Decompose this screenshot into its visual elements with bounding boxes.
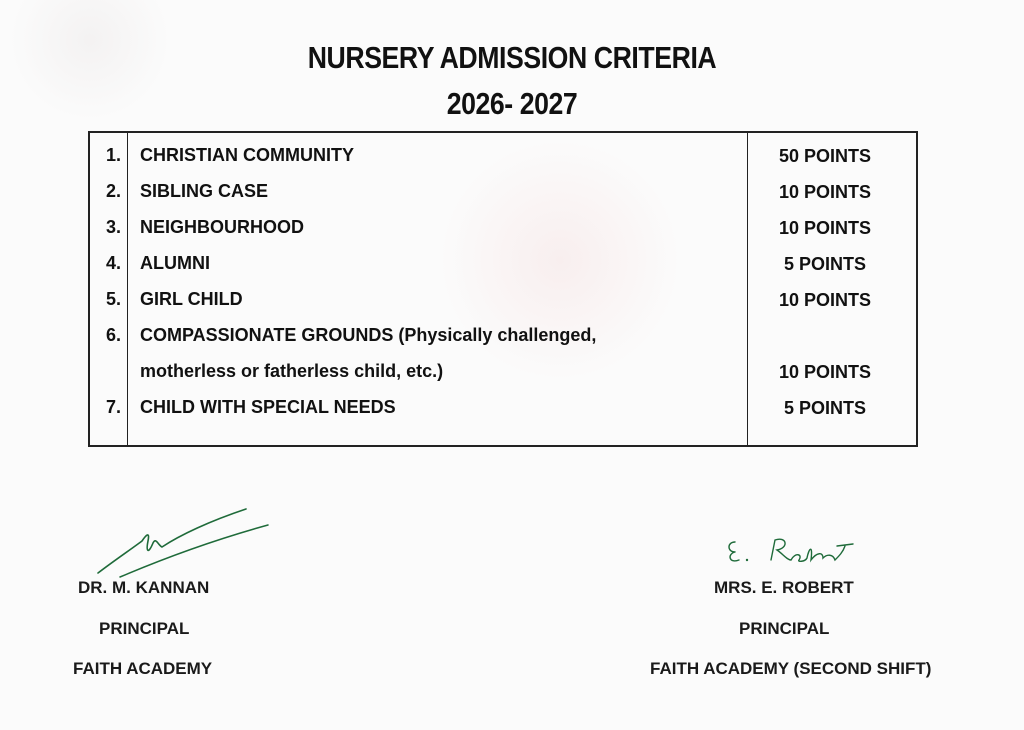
signatory-institution: FAITH ACADEMY (SECOND SHIFT) — [650, 659, 932, 678]
criterion-points: 10 POINTS — [778, 182, 872, 202]
academic-year: 2026- 2027 — [446, 86, 578, 121]
criteria-row — [90, 137, 916, 173]
row-number: 2. — [105, 181, 121, 201]
row-number: 3. — [105, 217, 121, 237]
document-title: NURSERY ADMISSION CRITERIA — [307, 40, 717, 75]
signatory-name: MRS. E. ROBERT — [714, 578, 854, 597]
signatory-role: PRINCIPAL — [99, 619, 190, 638]
criteria-row — [90, 245, 916, 281]
criterion-points: 5 POINTS — [783, 398, 867, 418]
row-number: 5. — [105, 289, 121, 309]
criterion-label-continuation: motherless or fatherless child, etc.) — [140, 361, 444, 381]
row-number: 7. — [105, 397, 121, 417]
criterion-points: 10 POINTS — [778, 290, 872, 310]
signatory-name: DR. M. KANNAN — [78, 578, 210, 597]
criteria-row-continuation — [90, 353, 916, 389]
row-number: 4. — [105, 253, 121, 273]
criterion-label: GIRL CHILD — [140, 289, 243, 309]
criteria-row — [90, 389, 916, 425]
row-number: 6. — [105, 325, 121, 345]
criterion-points: 50 POINTS — [778, 146, 872, 166]
criteria-row — [90, 281, 916, 317]
signature-robert — [725, 532, 865, 568]
signatory-role: PRINCIPAL — [739, 619, 830, 638]
row-number: 1. — [105, 145, 121, 165]
criterion-label: COMPASSIONATE GROUNDS (Physically challenged, — [140, 325, 597, 345]
criteria-table — [88, 131, 918, 447]
criteria-row — [90, 173, 916, 209]
criterion-label: CHRISTIAN COMMUNITY — [140, 145, 354, 165]
criterion-label: SIBLING CASE — [140, 181, 269, 201]
criteria-row — [90, 317, 916, 353]
criterion-label: ALUMNI — [140, 253, 210, 273]
criterion-points: 5 POINTS — [783, 254, 867, 274]
criterion-label: CHILD WITH SPECIAL NEEDS — [140, 397, 396, 417]
criterion-label: NEIGHBOURHOOD — [140, 217, 305, 237]
criterion-points: 10 POINTS — [778, 362, 872, 382]
criteria-row — [90, 209, 916, 245]
criterion-points: 10 POINTS — [778, 218, 872, 238]
signatory-institution: FAITH ACADEMY — [73, 659, 213, 678]
signature-kannan — [90, 505, 270, 585]
